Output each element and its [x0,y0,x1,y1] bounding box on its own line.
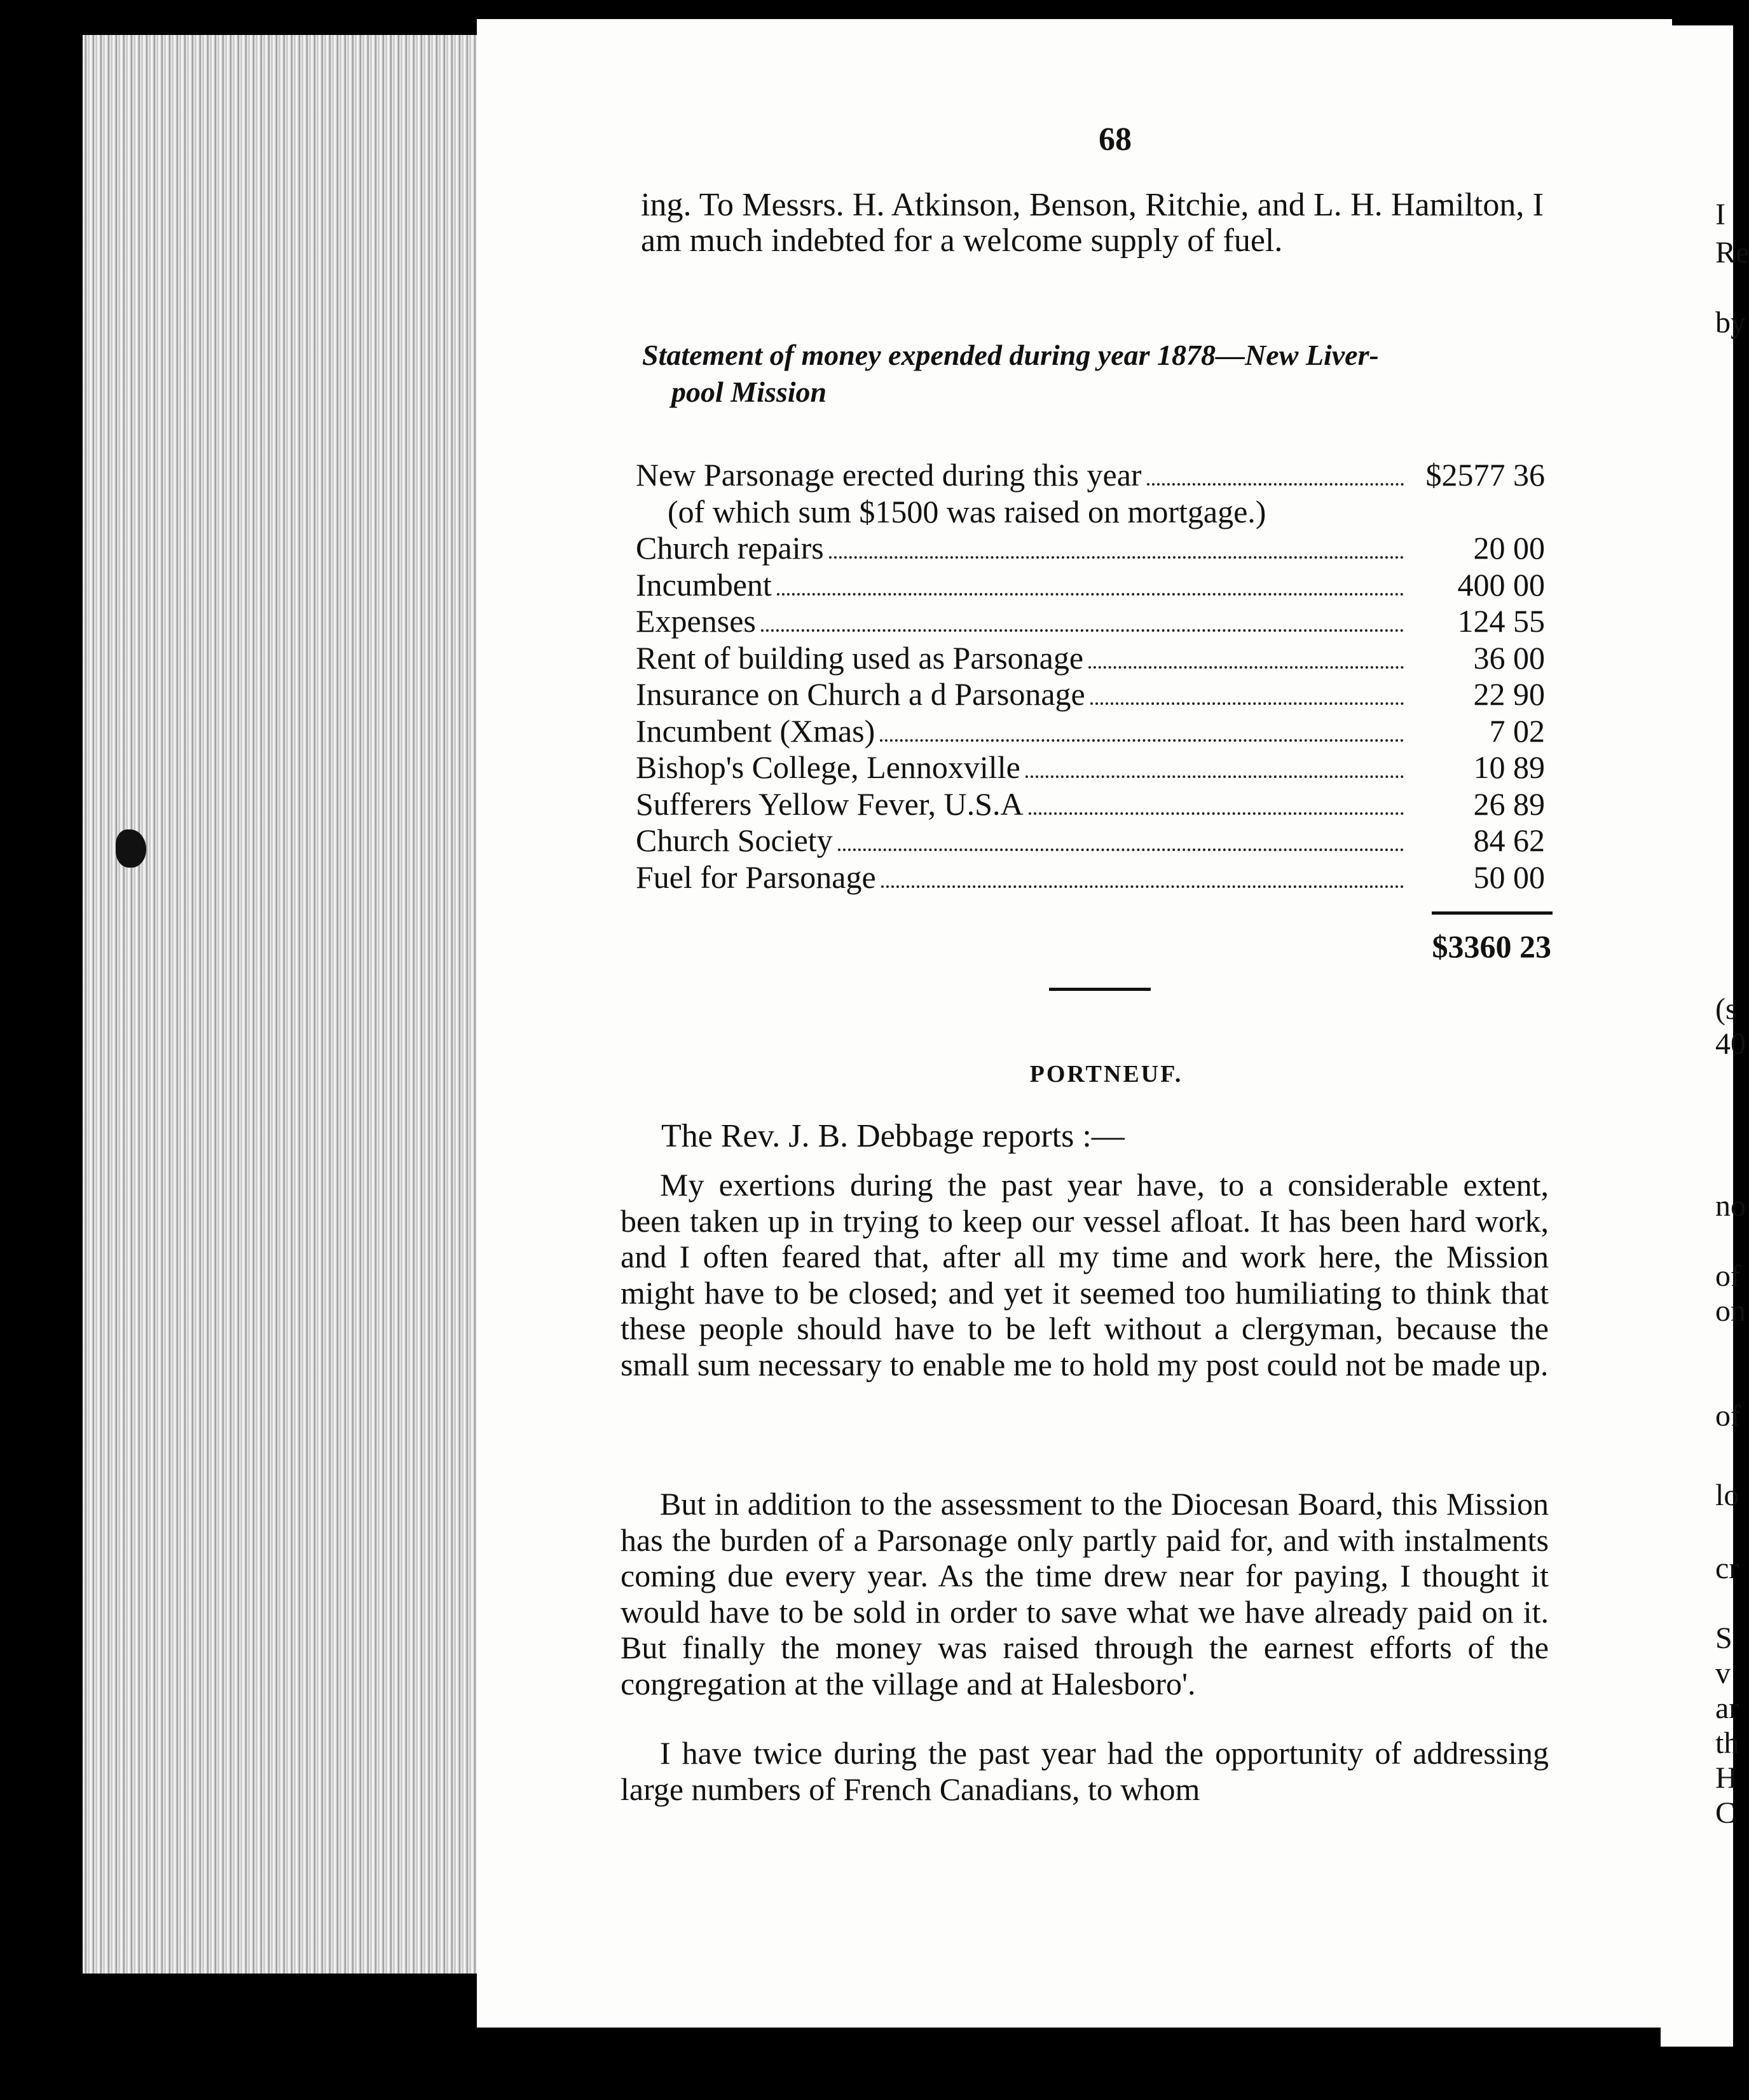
ledger-amount: 400 00 [1457,566,1545,603]
dot-leader [881,885,1404,888]
adjacent-page-fragment: Re [1715,236,1749,269]
ledger-amount: 26 89 [1473,786,1545,822]
dot-leader [838,849,1404,851]
ledger-label: Church repairs [636,530,824,566]
report-paragraph: My exertions during the past year have, to a considerable extent, been taken up in trying to keep our vessel afloat. It has been hard work, and I often feared that, after all my time and work here, the Mission might have to be closed; and yet it seemed too humiliating to think that these people should have to be left without a clergyman, because the small sum necessary to enable me to hold my post could not be made up. [621,1167,1549,1382]
adjacent-page-fragment: th [1715,1726,1739,1760]
ledger-label: New Parsonage erected during this year [636,457,1142,493]
adjacent-page-fragment: (s [1715,992,1738,1026]
adjacent-page-strip [1661,25,1749,2047]
ledger-amount: 84 62 [1473,822,1545,858]
adjacent-page-fragment: cr [1715,1551,1739,1585]
ledger-label: Rent of building used as Parsonage [636,639,1084,676]
ledger-label: Church Society [636,822,833,858]
adjacent-page-fragment: H [1715,1761,1738,1795]
ledger-row [636,603,1545,639]
ledger-amount: 10 89 [1473,749,1545,785]
dot-leader [829,556,1404,559]
adjacent-page-fragment: v [1715,1656,1731,1690]
adjacent-page-fragment: 40 [1715,1027,1746,1061]
ledger-amount: $2577 36 [1425,457,1545,493]
ledger-amount: 36 00 [1473,639,1545,676]
ledger-amount: 124 55 [1457,603,1545,639]
total-rule [1432,911,1553,915]
dot-leader [1147,483,1404,486]
dot-leader [777,593,1404,596]
ledger-label: Sufferers Yellow Fever, U.S.A [636,786,1024,822]
adjacent-page-fragment: I [1715,198,1725,231]
dot-leader [1090,702,1404,705]
ledger-row [636,456,1545,493]
adjacent-page-fragment: no [1715,1189,1746,1223]
dot-leader [880,739,1404,742]
ledger-amount: 20 00 [1473,530,1545,566]
adjacent-page-fragment: C [1715,1796,1736,1830]
report-paragraph: I have twice during the past year had the opportunity of addressing large numbers of French Canadians, to whom [621,1735,1549,1807]
ledger-label: Incumbent [636,566,772,603]
dot-leader [1088,666,1404,669]
page-number: 68 [1099,121,1132,158]
ledger-label: Expenses [636,603,756,639]
adjacent-page-fragment: S [1715,1621,1732,1655]
ledger-label: Bishop's College, Lennoxville [636,749,1020,785]
statement-heading-line-1: Statement of money expended during year 1878—New Liver- [642,339,1379,371]
adjacent-page-fragment: by [1715,306,1746,339]
ledger-row [636,566,1545,603]
statement-heading [642,337,1545,411]
ledger-row [636,529,1545,566]
ink-stain [116,829,146,868]
ledger-row [636,749,1545,786]
ledger-row [636,712,1545,749]
expense-ledger [636,456,1545,895]
statement-heading-line-2: pool Mission [671,376,827,408]
adjacent-page-fragment: lo [1715,1478,1739,1512]
ledger-label: Incumbent (Xmas) [636,712,875,749]
intro-paragraph: ing. To Messrs. H. Atkinson, Benson, Ritchie, and L. H. Hamilton, I am much indebted for a welcome supply of fuel. [641,187,1544,259]
report-intro: The Rev. J. B. Debbage reports :— [661,1118,1125,1154]
ledger-row [636,676,1545,712]
section-title: PORTNEUF. [1029,1061,1183,1088]
section-divider [1049,988,1151,991]
ledger-row [636,639,1545,676]
book-page [477,19,1672,2028]
ledger-note: (of which sum $1500 was raised on mortgage.) [668,493,1266,529]
ledger-row [636,786,1545,822]
adjacent-page-fragment: ar [1715,1691,1739,1725]
ledger-label: Fuel for Parsonage [636,859,876,895]
ledger-row [636,822,1545,859]
dot-leader [761,629,1404,632]
report-paragraph: But in addition to the assessment to the Diocesan Board, this Mission has the burden of a Parsonage only partly paid for, and with instalments coming due every year. As the time drew near for paying, I thought it would have to be sold in order to save what we have already paid on it. But finally the money was raised through the earnest efforts of the congregation at the village and at Halesboro'. [621,1486,1549,1701]
adjacent-page-fragment: on [1715,1294,1746,1328]
adjacent-page-fragment: of [1715,1259,1741,1293]
ledger-total: $3360 23 [1432,929,1551,964]
ledger-amount: 22 90 [1473,676,1545,712]
ledger-label: Insurance on Church a d Parsonage [636,676,1085,712]
ledger-amount: 7 02 [1489,712,1545,749]
ledger-amount: 50 00 [1473,859,1545,895]
adjacent-page-fragment: of [1715,1399,1741,1433]
ledger-row [636,859,1545,896]
dot-leader [1025,775,1404,778]
book-page-edges [83,35,477,1974]
dot-leader [1029,812,1404,815]
